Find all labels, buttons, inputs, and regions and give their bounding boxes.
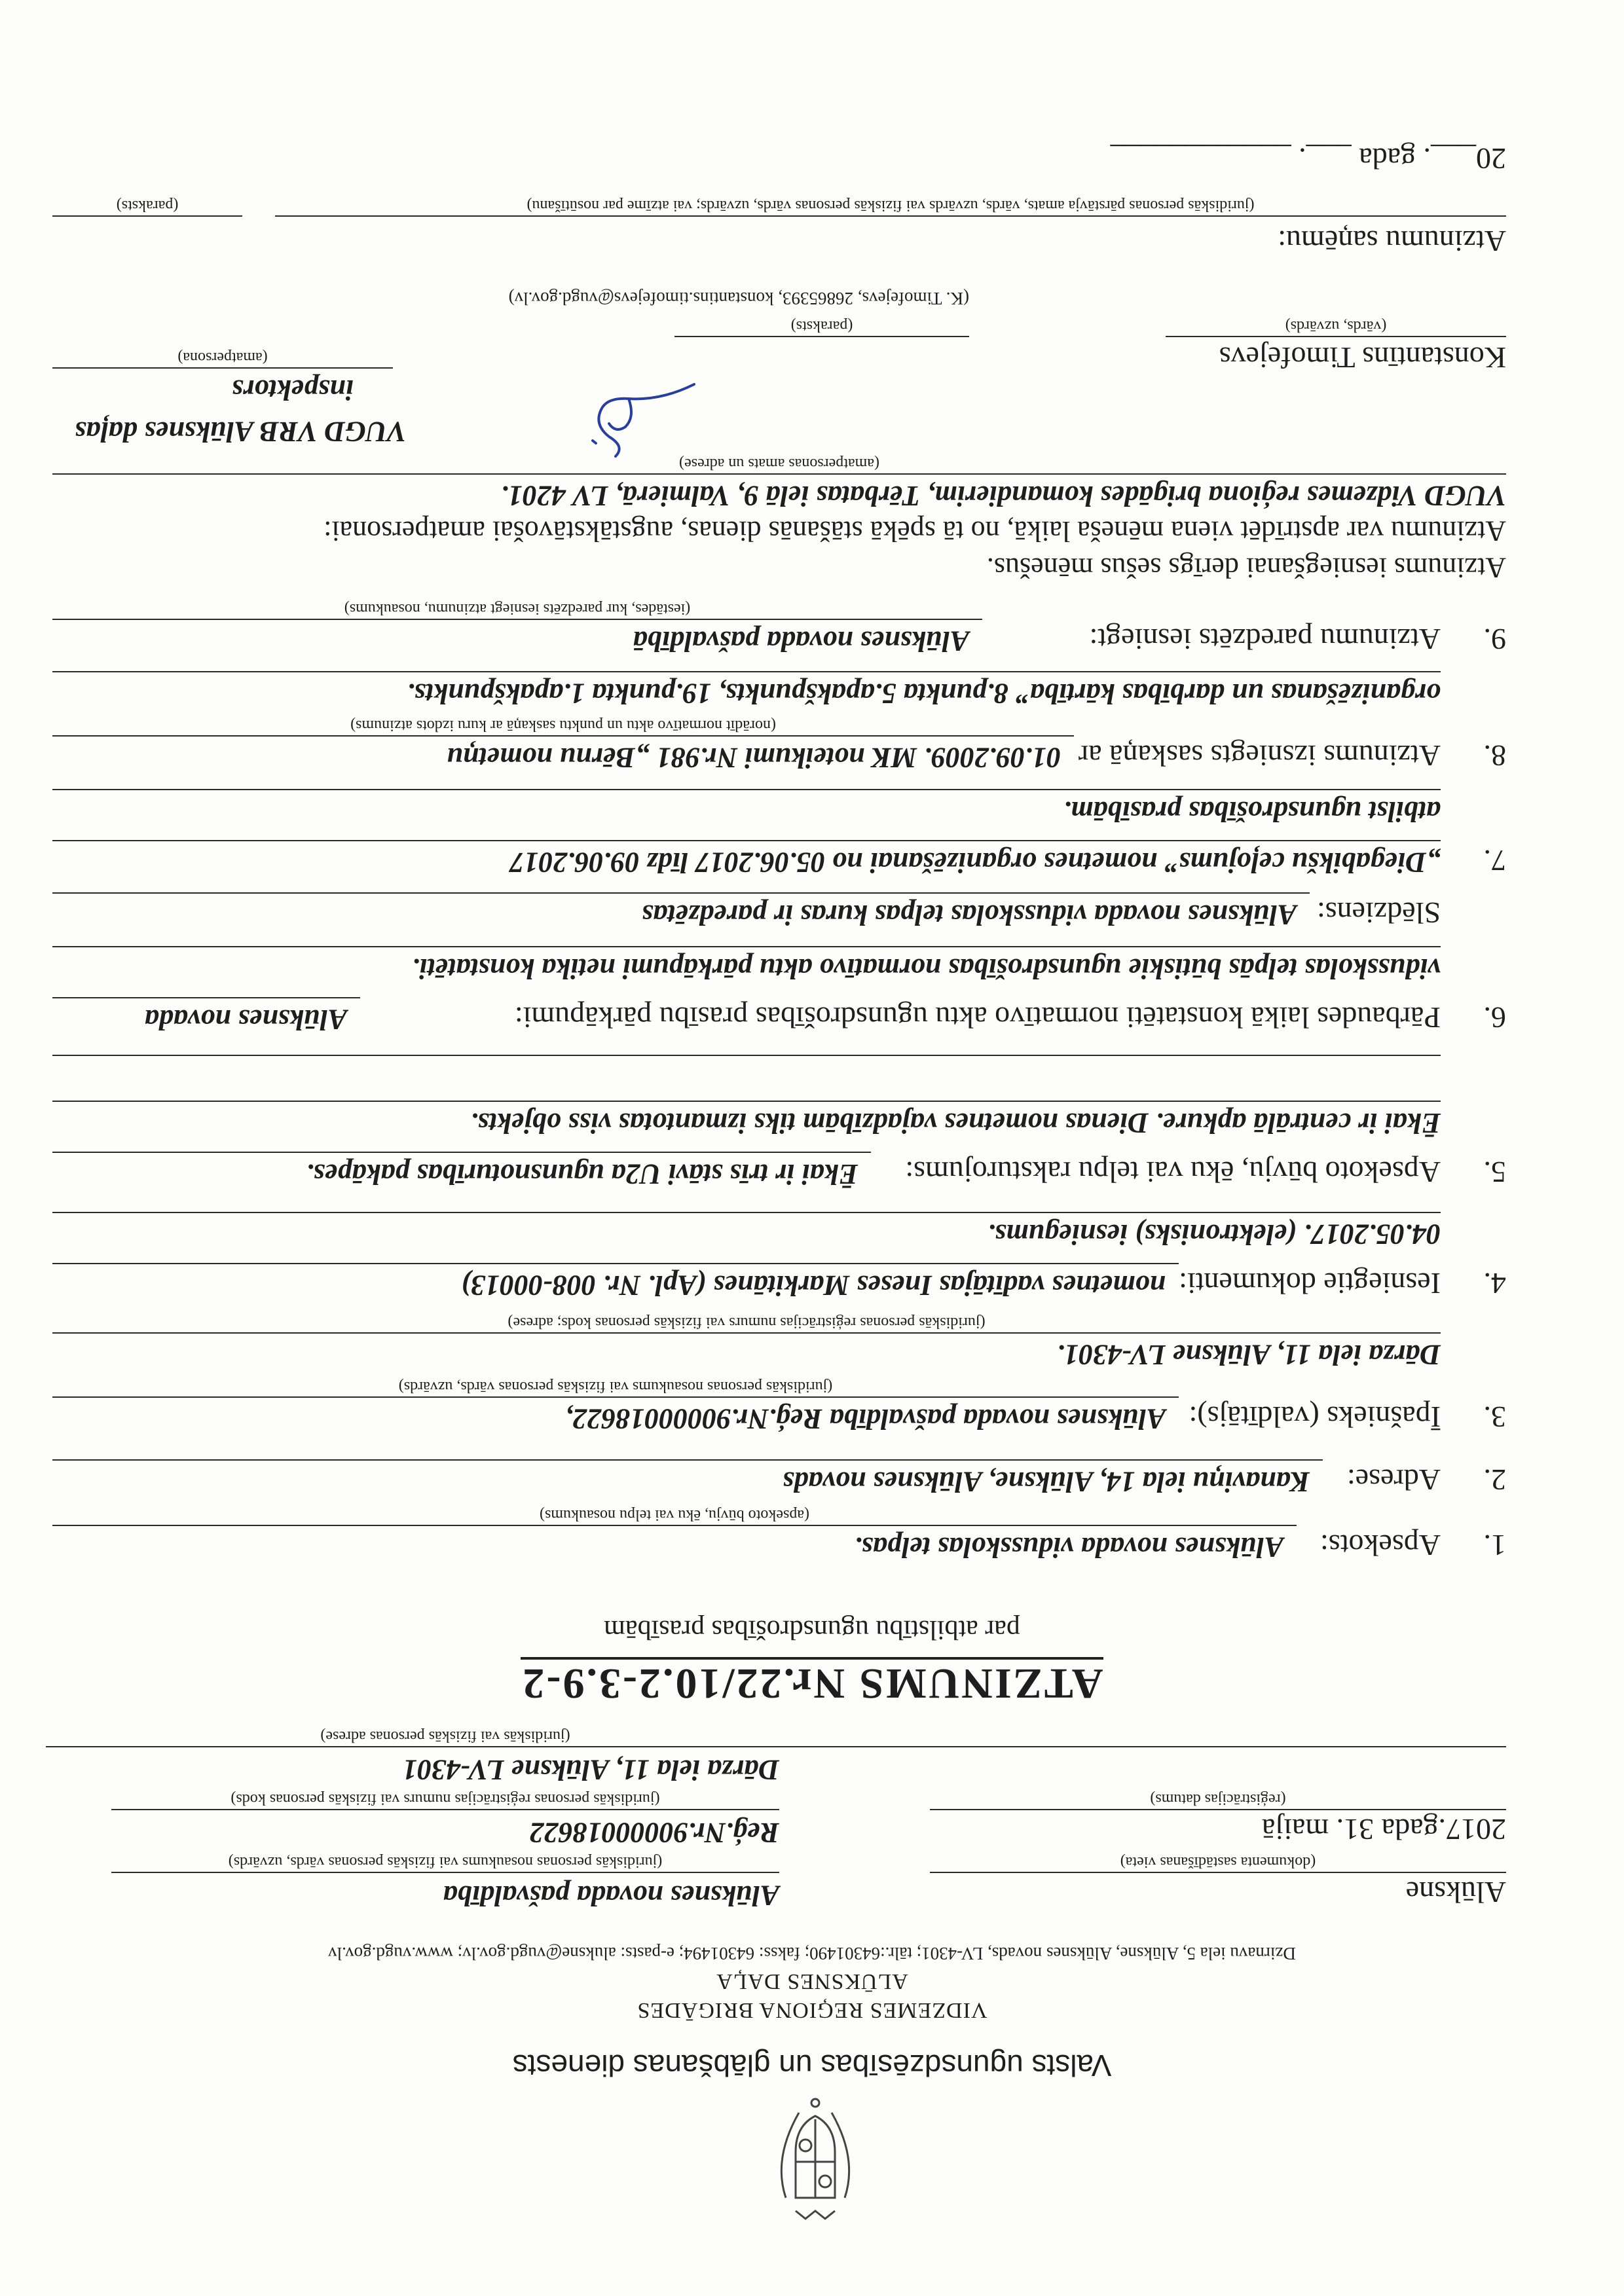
place-caption: (dokumenta sastādīšanas vieta): [1120, 1853, 1316, 1870]
appeal-caption: (amatpersonas amats un adrese): [679, 455, 879, 472]
receipt-date-line: 20___. gada ___. ____________: [1110, 142, 1506, 175]
item-3-caption: (juridiskās personas nosaukums vai fiziskās personas vārds, uzvārds): [398, 1378, 833, 1395]
item-3-number: 3.: [1483, 1400, 1506, 1434]
official-signature-caption: (paraksts): [790, 318, 853, 335]
item-3-value: Alūksnes novada pašvaldība Reģ.Nr.90000018622,: [565, 1403, 1166, 1435]
item-5-value: Ēkai ir trīs stāvi U2a ugunsnoturības pakāpes.: [306, 1158, 858, 1190]
item-2-number: 2.: [1483, 1463, 1506, 1497]
item-1-label: Apsekots:: [1320, 1529, 1441, 1562]
official-name: Konstantīns Timofejevs: [1219, 341, 1506, 374]
item-6-number: 6.: [1483, 1001, 1506, 1034]
item-8-number: 8.: [1483, 739, 1506, 773]
service-name: Valsts ugunsdzēsības un glābšanas dienests: [512, 2049, 1112, 2083]
official-department: VUGD VRB Alūksnes daļas: [75, 416, 406, 448]
item-1-number: 1.: [1483, 1529, 1506, 1562]
recipient-reg-caption: (juridiskās personas reģistrācijas numurs vai fiziskās personas kods): [231, 1791, 660, 1808]
recipient-address-caption: (juridiskās vai fiziskās personas adrese): [320, 1728, 570, 1745]
item-8-label: Atzinums izsniegts saskaņā ar: [1078, 739, 1441, 773]
item-7-number: 7.: [1483, 844, 1506, 877]
item-4-number: 4.: [1483, 1267, 1506, 1300]
item-4-label: Iesniegtie dokumenti:: [1179, 1267, 1441, 1300]
brigade-name: VIDZEMES REĢIONA BRIGĀDES: [637, 1998, 987, 2022]
conclusion-label: Slēdziens:: [1316, 896, 1441, 930]
official-contact: (K. Timofejevs, 26865393, konstantins.timofejevs@vugd.gov.lv): [508, 289, 969, 308]
receipt-caption-left: (juridiskās personas pārstāvja amats, vārds, uzvārds vai fiziskās personas vārds, uzvārds; vai atzīme par nosūtīšanu): [526, 197, 1255, 214]
official-position: inspektors: [232, 374, 354, 406]
validity-text: Atzinums iesniegšanai derīgs sešus mēnešus.: [986, 552, 1506, 584]
date-caption: (reģistrācijas datums): [1150, 1791, 1286, 1808]
item-9-number: 9.: [1483, 623, 1506, 656]
item-5-value-2: Ēkai ir centrālā apkure. Dienas nometnes vajadzībām tiks izmantotas viss objekts.: [470, 1107, 1441, 1139]
item-2-label: Adrese:: [1346, 1463, 1441, 1497]
official-name-caption: (vārds, uzvārds): [1285, 318, 1387, 335]
item-9-value: Alūksnes novada pašvaldībā: [633, 625, 969, 657]
item-9-label: Atzinumu paredzēts iesniegt:: [1089, 623, 1441, 656]
recipient-name-caption: (juridiskās personas nosaukums vai fiziskās personas vārds, uzvārds): [228, 1853, 663, 1870]
unit-name: ALŪKSNES DAĻA: [716, 1969, 908, 1994]
coat-of-arms-icon: [760, 2093, 871, 2224]
recipient-reg: Reģ.Nr.90000018622: [529, 1817, 779, 1849]
item-4-value-2: 04.05.2017. (elektronisks) iesniegums.: [987, 1218, 1441, 1250]
appeal-text: Atzinumu var apstrīdēt viena mēneša laikā, no tā spēkā stāšanās dienas, augstākstāvošai amatpersonai:: [323, 515, 1506, 547]
item-5-number: 5.: [1483, 1156, 1506, 1189]
recipient-address: Dārza iela 11, Alūksne LV-4301: [403, 1754, 779, 1786]
item-6-value: Alūksnes novada: [144, 1004, 347, 1036]
item-1-value: Alūksnes novada vidusskolas telpas.: [854, 1531, 1283, 1563]
official-position-caption: (amatpersona): [177, 349, 268, 366]
conclusion-value: Alūksnes novada vidusskolas telpas kuras ir paredzētas: [642, 899, 1297, 931]
item-3-label: Īpašnieks (valdītājs):: [1189, 1400, 1441, 1434]
item-3-value-2: Dārza iela 11, Alūksne LV-4301.: [1057, 1339, 1441, 1371]
item-7-value: „Diegabikšu ceļojums” nometnes organizēšanai no 05.06.2017 līdz 09.06.2017: [509, 847, 1441, 879]
item-7-value-2: atbilst ugunsdrošības prasībām.: [1063, 795, 1441, 828]
contacts-line: Dzirnavu iela 5, Alūksne, Alūksnes novads, LV-4301; tālr.:64301490; fakss: 64301494; e-pasts: aluksne@vugd.gov.lv; www.vugd.gov.lv: [328, 1944, 1296, 1963]
document-title: ATZINUMS Nr.22/10.2-3.9-2: [0, 1658, 1624, 1708]
appeal-address: VUGD Vidzemes reģiona brigādes komandierim, Tērbatas ielā 9, Valmierā, LV 4201.: [500, 480, 1506, 512]
item-6-value-2: vidusskolas telpās būtiskie ugunsdrošības normatīvo aktu pārkāpumi netika konstatēti.: [412, 953, 1441, 985]
recipient-name: Alūksnes novada pašvaldība: [443, 1880, 779, 1912]
item-4-value: nometnes vadītājas Ineses Markitānes (Apl. Nr. 008-00013): [461, 1269, 1166, 1302]
document-subtitle: par atbilstību ugunsdrošības prasībām: [604, 1614, 1020, 1645]
signature-icon: [563, 378, 707, 463]
item-8-value-2: organizēšanas un darbības kārtība” 8.punkta 5.apakšpunkts, 19.punkta 1.apakšpunkts.: [407, 678, 1441, 710]
item-6-label: Pārbaudes laikā konstatēti normatīvo aktu ugunsdrošības prasību pārkāpumi:: [514, 1001, 1441, 1034]
item-3-caption-2: (juridiskās personas reģistrācijas numurs vai fiziskās personas kods; adrese): [507, 1314, 986, 1331]
item-8-caption: (norādīt normatīvo aktu un punktu saskaņā ar kuru izdots atzinums): [350, 717, 776, 734]
item-9-caption: (iestādes, kur paredzēts iesniegt atzinumu, nosaukums): [344, 600, 691, 617]
item-8-value: 01.09.2009. MK noteikumi Nr.981 „Bērnu nometņu: [447, 742, 1061, 774]
receipt-label: Atzinumu saņēmu:: [1278, 225, 1506, 258]
place: Alūksne: [1405, 1876, 1506, 1909]
date: 2017.gada 31. maijā: [1261, 1813, 1506, 1846]
receipt-caption-right: (paraksts): [116, 197, 179, 214]
item-5-label: Apsekoto būvju, ēku vai telpu raksturojums:: [905, 1156, 1441, 1189]
item-2-value: Kanaviņu iela 14, Alūksne, Alūksnes novads: [783, 1466, 1310, 1498]
item-1-caption: (apsekoto būvju, ēku vai telpu nosaukums): [540, 1506, 809, 1523]
